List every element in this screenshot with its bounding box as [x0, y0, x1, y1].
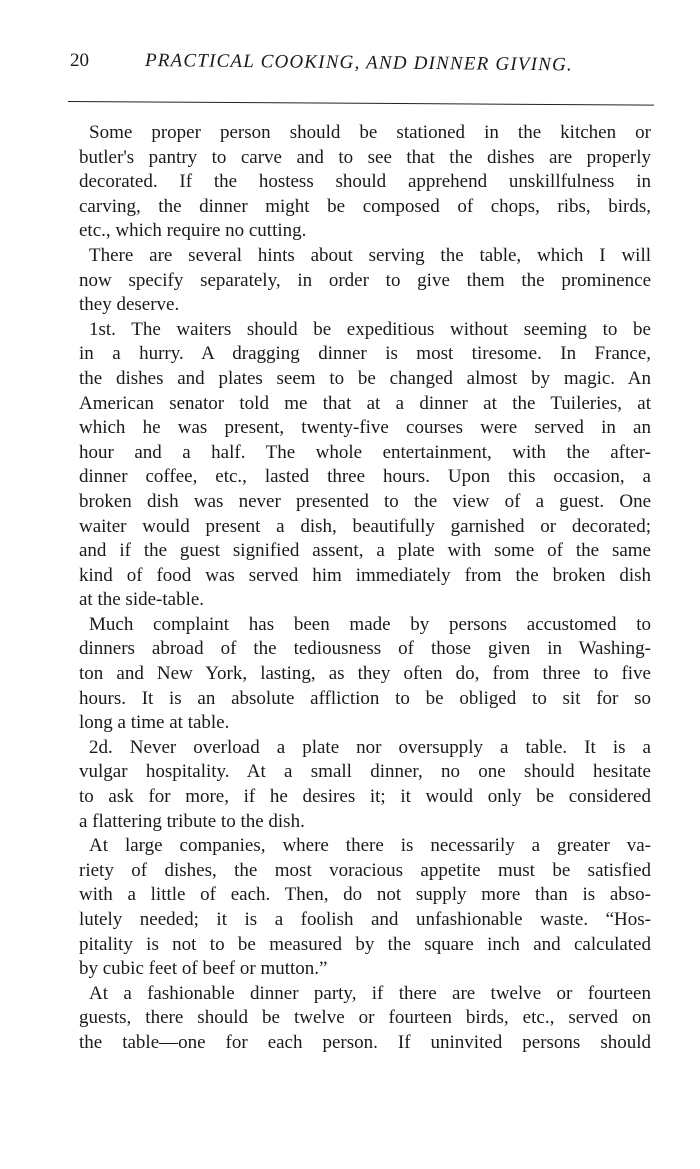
text-line: and if the guest signified assent, a plate with some of the same	[79, 540, 651, 562]
paragraph	[79, 613, 651, 736]
text-line: ton and New York, lasting, as they often do, from three to five	[79, 663, 651, 685]
text-line: hours. It is an absolute affliction to be obliged to sit for so	[79, 687, 651, 709]
paragraph	[79, 318, 651, 613]
text-line: dinner coffee, etc., lasted three hours. Upon this occasion, a	[79, 466, 651, 488]
text-line: lutely needed; it is a foolish and unfashionable waste. “Hos-	[79, 909, 651, 930]
text-line: butler's pantry to carve and to see that the dishes are properly	[79, 146, 651, 168]
text-line: riety of dishes, the most voracious appetite must be satisfied	[79, 859, 651, 881]
text-line: carving, the dinner might be composed of chops, ribs, birds,	[79, 195, 651, 217]
text-line: at the side-table.	[79, 589, 205, 611]
header-rule	[68, 101, 654, 106]
text-line: a flattering tribute to the dish.	[79, 810, 305, 832]
text-line: which he was present, twenty-five courses were served in an	[79, 417, 651, 439]
paragraph	[79, 736, 651, 834]
paragraph	[79, 121, 651, 244]
text-line: the table—one for each person. If uninvited persons should	[79, 1031, 651, 1053]
text-line: At a fashionable dinner party, if there are twelve or fourteen	[89, 982, 651, 1004]
text-line: At large companies, where there is necessarily a greater va-	[89, 835, 651, 857]
text-line: vulgar hospitality. At a small dinner, no one should hesitate	[79, 761, 651, 783]
text-line: in a hurry. A dragging dinner is most tiresome. In France,	[79, 343, 651, 365]
text-line: now specify separately, in order to give them the prominence	[79, 269, 651, 291]
running-header	[70, 50, 652, 80]
text-line: kind of food was served him immediately from the broken dish	[79, 564, 651, 586]
paragraph	[79, 982, 651, 1056]
text-line: 2d. Never overload a plate nor oversupply a table. It is a	[89, 736, 651, 758]
text-line: broken dish was never presented to the view of a guest. One	[79, 490, 651, 512]
text-line: with a little of each. Then, do not supply more than is abso-	[79, 884, 651, 906]
text-line: decorated. If the hostess should apprehend unskillfulness in	[79, 171, 651, 193]
text-line: etc., which require no cutting.	[79, 220, 307, 242]
text-line: the dishes and plates seem to be changed almost by magic. An	[79, 367, 651, 389]
text-line: There are several hints about serving the table, which I will	[89, 244, 651, 266]
page-number: 20	[70, 50, 89, 71]
text-line: Some proper person should be stationed in the kitchen or	[89, 122, 651, 143]
text-line: they deserve.	[79, 294, 180, 316]
text-line: long a time at table.	[79, 712, 230, 734]
text-line: hour and a half. The whole entertainment, with the after-	[79, 441, 651, 463]
text-line: guests, there should be twelve or fourteen birds, etc., served on	[79, 1007, 651, 1029]
text-line: waiter would present a dish, beautifully garnished or decorated;	[79, 515, 651, 537]
paragraph	[79, 834, 651, 982]
text-line: American senator told me that at a dinner at the Tuileries, at	[79, 392, 651, 414]
text-line: by cubic feet of beef or mutton.”	[79, 958, 328, 980]
text-line: 1st. The waiters should be expeditious without seeming to be	[89, 318, 651, 340]
running-title: PRACTICAL COOKING, AND DINNER GIVING.	[144, 50, 574, 76]
text-line: Much complaint has been made by persons accustomed to	[89, 613, 651, 635]
text-line: to ask for more, if he desires it; it would only be considered	[79, 786, 651, 808]
page-body	[79, 121, 651, 1056]
paragraph	[79, 244, 651, 318]
text-line: pitality is not to be measured by the square inch and calculated	[79, 933, 651, 955]
text-line: dinners abroad of the tediousness of those given in Washing-	[79, 638, 651, 660]
